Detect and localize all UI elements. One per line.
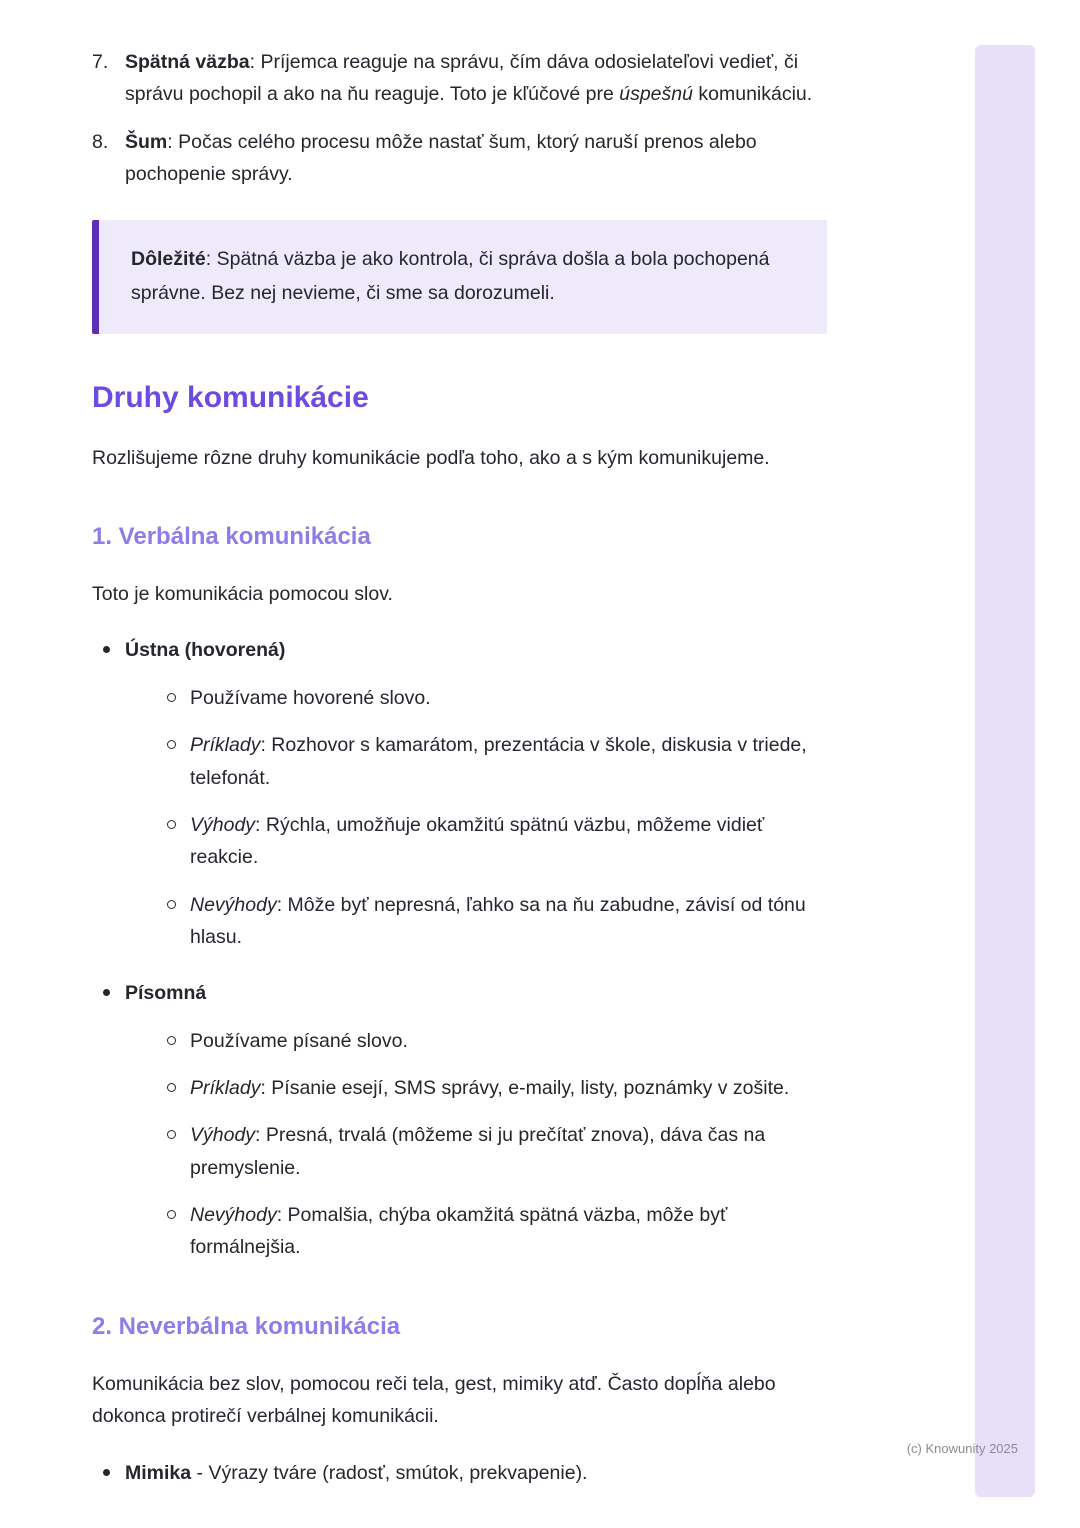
group-label: Ústna (hovorená) xyxy=(125,639,286,662)
item-text: Používame písané slovo. xyxy=(190,1029,408,1052)
nonverbal-list xyxy=(92,1457,834,1489)
sub-list xyxy=(125,682,834,954)
item-lead: Výhody xyxy=(190,813,256,836)
item-lead: Nevýhody xyxy=(190,893,277,916)
list-item-group xyxy=(92,634,834,953)
list-item xyxy=(158,1025,834,1057)
section-heading: Druhy komunikácie xyxy=(92,380,369,414)
item-lead: Nevýhody xyxy=(190,1204,277,1227)
subsection-heading-verbal: 1. Verbálna komunikácia xyxy=(92,523,371,551)
item-text: : Pomalšia, chýba okamžitá spätná väzba, môže byť formálnejšia. xyxy=(190,1204,728,1259)
important-callout xyxy=(92,220,827,333)
list-item xyxy=(158,729,834,794)
callout-term: Dôležité xyxy=(131,248,206,271)
item-number: 7. xyxy=(92,51,109,73)
sub-list xyxy=(125,1025,834,1264)
item-text-italic: úspešnú xyxy=(619,83,693,106)
nonverbal-intro: Komunikácia bez slov, pomocou reči tela, gest, mimiky atď. Často dopĺňa alebo dokonca protirečí verbálnej komunikácii. xyxy=(92,1372,776,1428)
item-text: : Počas celého procesu môže nastať šum, ktorý naruší prenos alebo pochopenie správy. xyxy=(125,130,757,186)
callout-text: : Spätná väzba je ako kontrola, či správa došla a bola pochopená správne. Bez nej nevieme, či sme sa dorozumeli. xyxy=(131,248,770,304)
subsection-heading-nonverbal: 2. Neverbálna komunikácia xyxy=(92,1312,401,1340)
right-decorative-strip xyxy=(975,45,1035,1497)
item-lead: Výhody xyxy=(190,1124,256,1147)
item-body xyxy=(125,46,834,111)
item-lead: Príklady xyxy=(190,734,261,757)
item-text: : Môže byť nepresná, ľahko sa na ňu zabudne, závisí od tónu hlasu. xyxy=(190,893,806,948)
section-intro: Rozlišujeme rôzne druhy komunikácie podľa toho, ako a s kým komunikujeme. xyxy=(92,446,770,469)
item-text: : Rozhovor s kamarátom, prezentácia v škole, diskusia v triede, telefonát. xyxy=(190,734,807,789)
list-item xyxy=(158,1072,834,1104)
item-term: Šum xyxy=(125,130,168,153)
item-lead: Príklady xyxy=(190,1077,261,1100)
list-item xyxy=(158,1119,834,1184)
list-item-group xyxy=(92,977,834,1264)
numbered-item-8 xyxy=(92,126,834,191)
numbered-item-7 xyxy=(92,46,834,111)
footer-credit: (c) Knowunity 2025 xyxy=(906,1441,1018,1456)
item-lead: Mimika xyxy=(125,1461,192,1484)
item-body xyxy=(125,126,834,191)
verbal-intro: Toto je komunikácia pomocou slov. xyxy=(92,583,393,606)
list-item xyxy=(92,1457,834,1489)
list-item xyxy=(158,682,834,714)
list-item xyxy=(158,1199,834,1264)
item-text: - Výrazy tváre (radosť, smútok, prekvapenie). xyxy=(191,1461,588,1484)
item-text: Používame hovorené slovo. xyxy=(190,686,431,709)
group-label: Písomná xyxy=(125,982,207,1005)
item-term: Spätná väzba xyxy=(125,51,250,73)
list-item xyxy=(158,889,834,954)
item-text: : Rýchla, umožňuje okamžitú spätnú väzbu, môžeme vidieť reakcie. xyxy=(190,813,765,869)
item-text-end: komunikáciu. xyxy=(692,83,813,106)
item-number: 8. xyxy=(92,130,109,153)
list-item xyxy=(158,809,834,874)
item-text: : Príjemca reaguje na správu, čím dáva odosielateľovi vedieť, či správu pochopil a ako na ňu reaguje. Toto je kľúčové pre xyxy=(125,51,799,106)
document-content xyxy=(92,46,834,1489)
verbal-list xyxy=(92,634,834,1263)
item-text: : Presná, trvalá (môžeme si ju prečítať znova), dáva čas na premyslenie. xyxy=(190,1124,766,1179)
item-text: : Písanie esejí, SMS správy, e-maily, listy, poznámky v zošite. xyxy=(260,1077,790,1100)
